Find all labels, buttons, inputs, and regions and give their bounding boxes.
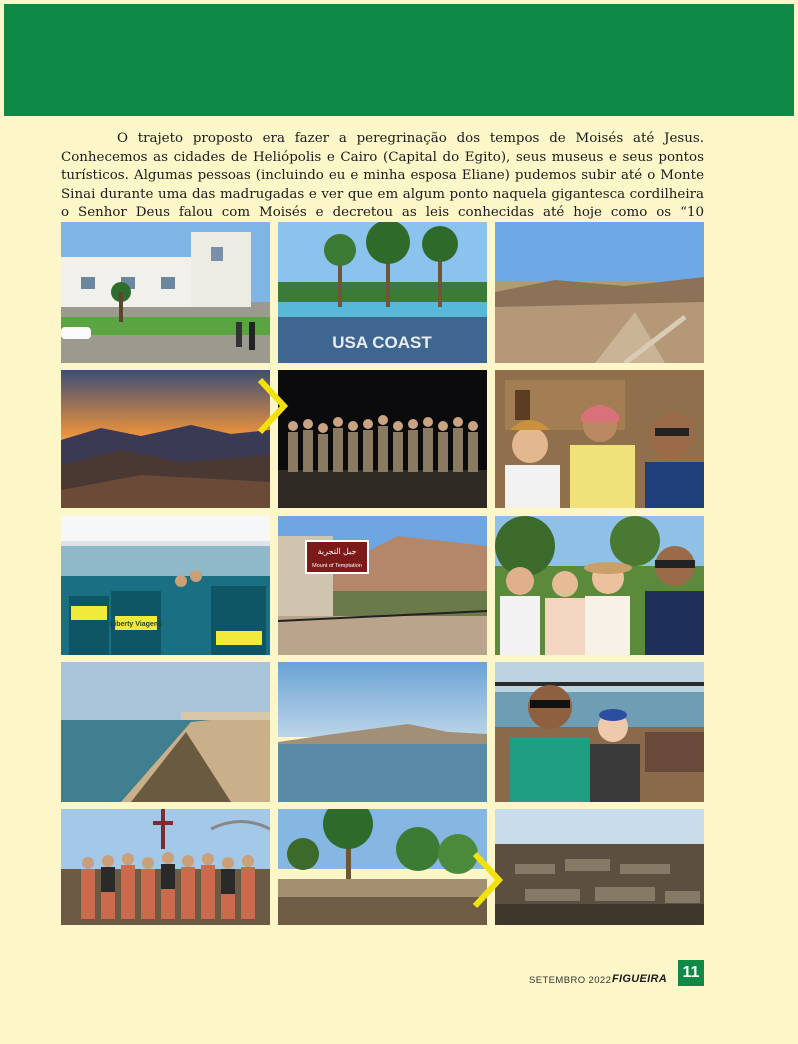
issue-date: SETEMBRO 2022 (529, 975, 612, 986)
photo-red-sea-shore (61, 662, 270, 802)
magazine-brand: FIGUEIRA (612, 973, 667, 985)
photo-desert-landscape (495, 222, 704, 363)
photo-hotel-building (61, 222, 270, 363)
usa-coast-sign-text: USA COAST (332, 333, 432, 352)
temptation-sign-english: Mount of Temptation (312, 563, 362, 569)
photo-group-night (278, 370, 487, 508)
bus-seat-label: Liberty Viagens (109, 621, 163, 628)
photo-sea-of-galilee (278, 662, 487, 802)
photo-group-selfie-palms (495, 516, 704, 655)
article-text: O trajeto proposto era fazer a peregrinação dos tempos de Moisés até Jesus. Conhecemos as cidades de Heliópolis e Cairo (Capital do Egito), seus museus e seus pontos turísticos. Algumas pessoas (incluindo eu e minha esposa Eliane) pudemos subir até o Monte Sinai durante uma das madrugadas e ver que em algum ponto naquela gigantesca cordilheira o Senhor Deus falou com Moisés e decretou as leis conhecidas até hoje como os “10 (61, 131, 704, 221)
photo-garden-palms (278, 809, 487, 925)
header-band (4, 4, 794, 116)
photo-capernaum-ruins (495, 809, 704, 925)
photo-resort-pool-sign (278, 222, 487, 363)
photo-boat-selfie (495, 662, 704, 802)
photo-group-jordan-river (61, 809, 270, 925)
page-number: 11 (678, 960, 704, 986)
photo-sinai-sunrise (61, 370, 270, 508)
chevron-decoration-icon (256, 376, 290, 436)
photo-mount-temptation (278, 516, 487, 655)
chevron-decoration-icon (471, 850, 505, 910)
temptation-sign-arabic: جبل التجربة (317, 547, 357, 556)
photo-bus-interior (61, 516, 270, 655)
photo-selfie-bedouin (495, 370, 704, 508)
